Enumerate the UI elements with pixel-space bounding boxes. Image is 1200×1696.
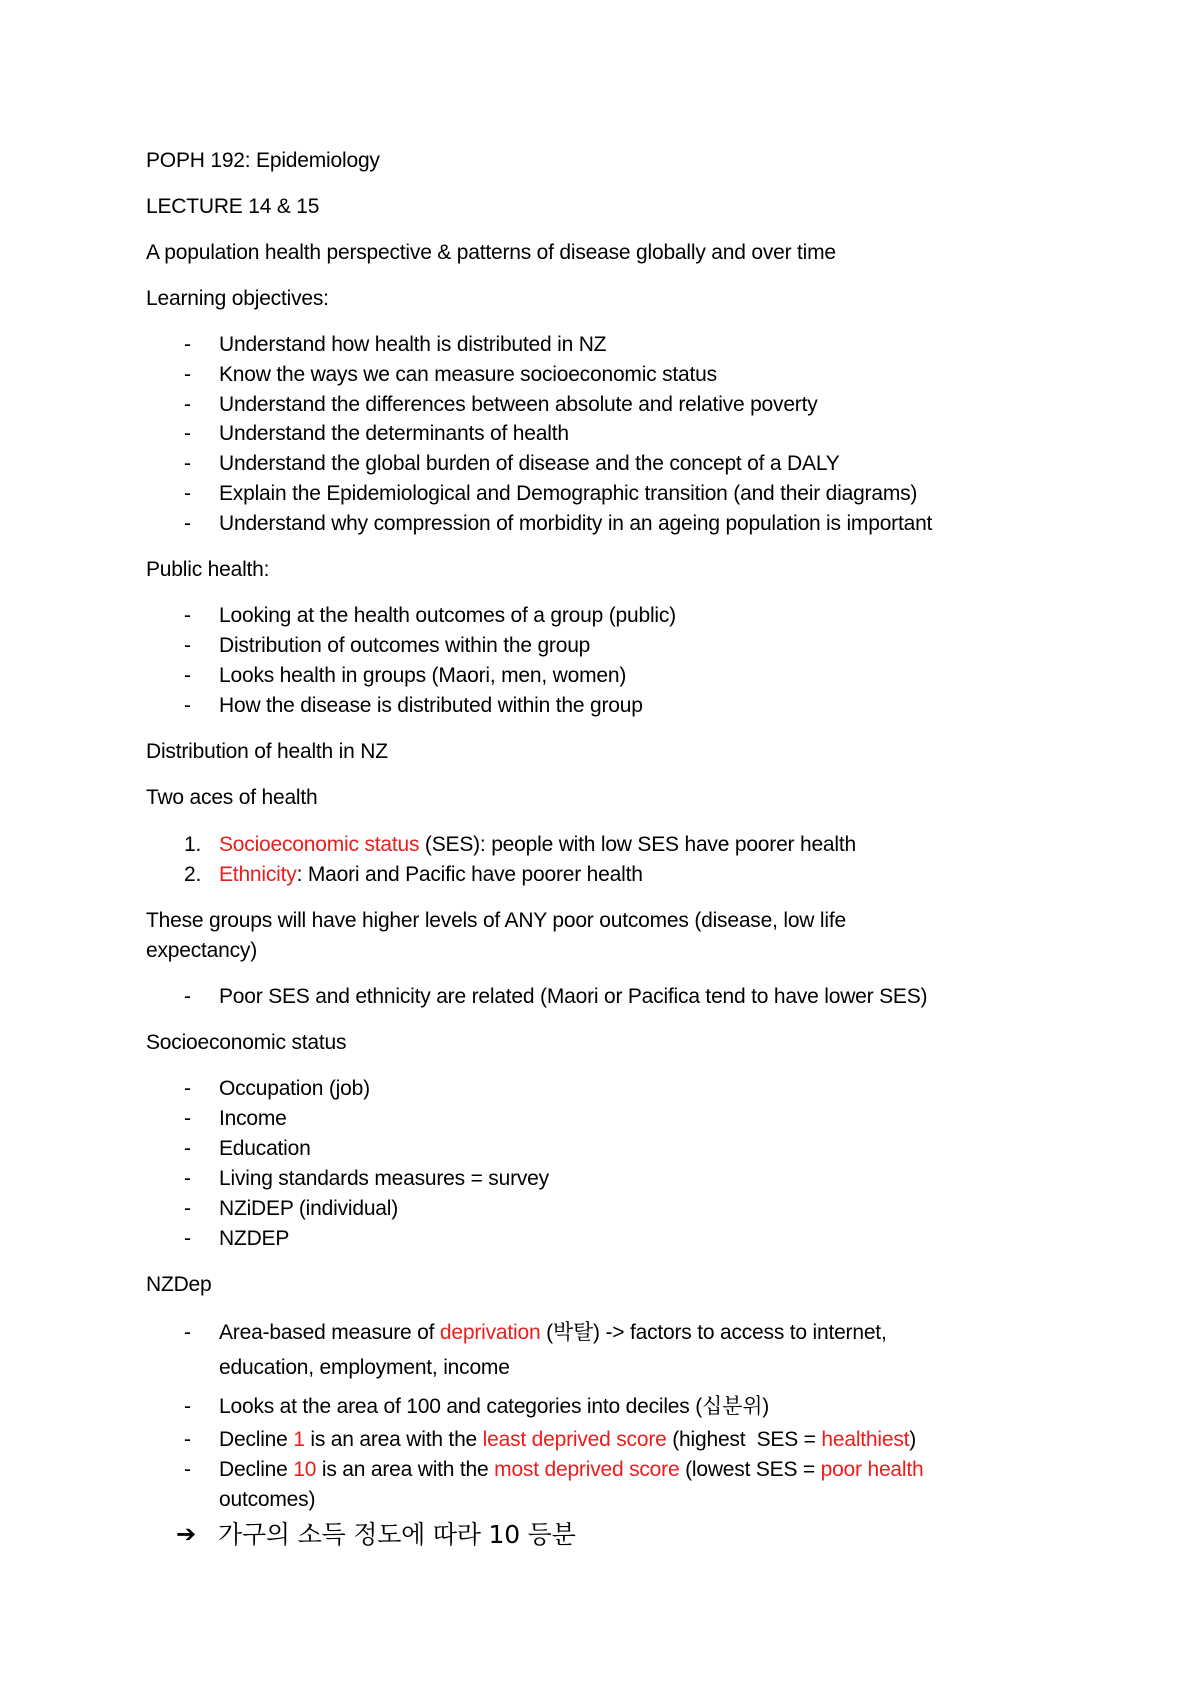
dash-marker: - [184,1167,191,1190]
dash-marker: - [184,1137,191,1160]
course-title: POPH 192: Epidemiology [146,149,380,172]
highlight-term: healthiest [821,1428,910,1451]
dash-marker: - [184,1458,191,1481]
item-number: 2. [184,863,202,886]
paragraph-line: expectancy) [146,939,258,962]
dash-marker: - [184,482,191,505]
lecture-title: LECTURE 14 & 15 [146,195,320,218]
korean-note: 가구의 소득 정도에 따라 10 등분 [218,1520,576,1549]
arrow-right-icon: ➔ [176,1521,196,1548]
dash-marker: - [184,1395,191,1418]
dash-marker: - [184,363,191,386]
topic-title: A population health perspective & patterns of disease globally and over time [146,241,836,264]
objectives-heading: Learning objectives: [146,287,329,310]
dash-marker: - [184,694,191,717]
dash-marker: - [184,452,191,475]
highlight-term: deprivation [439,1321,541,1344]
paragraph-line: These groups will have higher levels of ANY poor outcomes (disease, low life [146,909,846,932]
dash-marker: - [184,1428,191,1451]
document-page: POPH 192: Epidemiology LECTURE 14 & 15 A population health perspective & patterns of disease globally and over time Learning objectives: - Understand how health is distributed in NZ - Know the ways we can measure socioeconomic status - Understand the differences between absolute and relative poverty - Understand the determinants of health - Understand the global burden of disease and the concept of a DALY - Explain the Epidemiological and Demographic transition (and their diagrams) - Understand why compression of morbidity in an ageing population is important Public health: - Looking at the health outcomes of a group (public) - Distribution of outcomes within the group - Looks health in groups (Maori, men, women) - How the disease is distributed within the group Distribution of health in NZ Two aces of health 1. Socioeconomic status (SES): people with low SES have poorer health 2. Ethnicity: Maori and Pacific have poorer health These groups will have higher levels of ANY poor outcomes (disease, low life expectancy) - Poor SES and ethnicity are related (Maori or Pacifica tend to have lower SES) Socioeconomic status - Occupation (job) - Income - Education - Living standards measures = survey - NZiDEP (individual) - NZDEP NZDep - Area-based measure of deprivation (박탈) -> factors to access to internet, education, employment, income - Looks at the area of 100 and categories into deciles (십분위) - Decline 1 is an area with the least deprived score (highest SES = healthiest) - Decline 10 is an area with the most deprived score (lowest SES = poor health outcomes) ➔ 가구의 소득 정도에 따라 10 등분 [0,0,1200,1696]
dash-marker: - [184,422,191,445]
dash-marker: - [184,1321,191,1344]
highlight-term: Socioeconomic status [219,833,420,856]
dash-marker: - [184,634,191,657]
dash-marker: - [184,1107,191,1130]
highlight-term: least deprived score [482,1428,667,1451]
highlight-term: Ethnicity [219,863,297,886]
ses-heading: Socioeconomic status [146,1031,347,1054]
dash-marker: - [184,512,191,535]
two-aces-subheading: Two aces of health [146,786,318,809]
dash-marker: - [184,393,191,416]
dash-marker: - [184,1077,191,1100]
dash-marker: - [184,333,191,356]
dash-marker: - [184,1197,191,1220]
dash-marker: - [184,1227,191,1250]
highlight-term: poor health [820,1458,924,1481]
dash-marker: - [184,664,191,687]
dash-marker: - [184,985,191,1008]
nzdep-heading: NZDep [146,1273,212,1296]
dash-marker: - [184,604,191,627]
item-number: 1. [184,833,202,856]
distribution-heading: Distribution of health in NZ [146,740,388,763]
highlight-term: most deprived score [494,1458,680,1481]
public-health-heading: Public health: [146,558,270,581]
